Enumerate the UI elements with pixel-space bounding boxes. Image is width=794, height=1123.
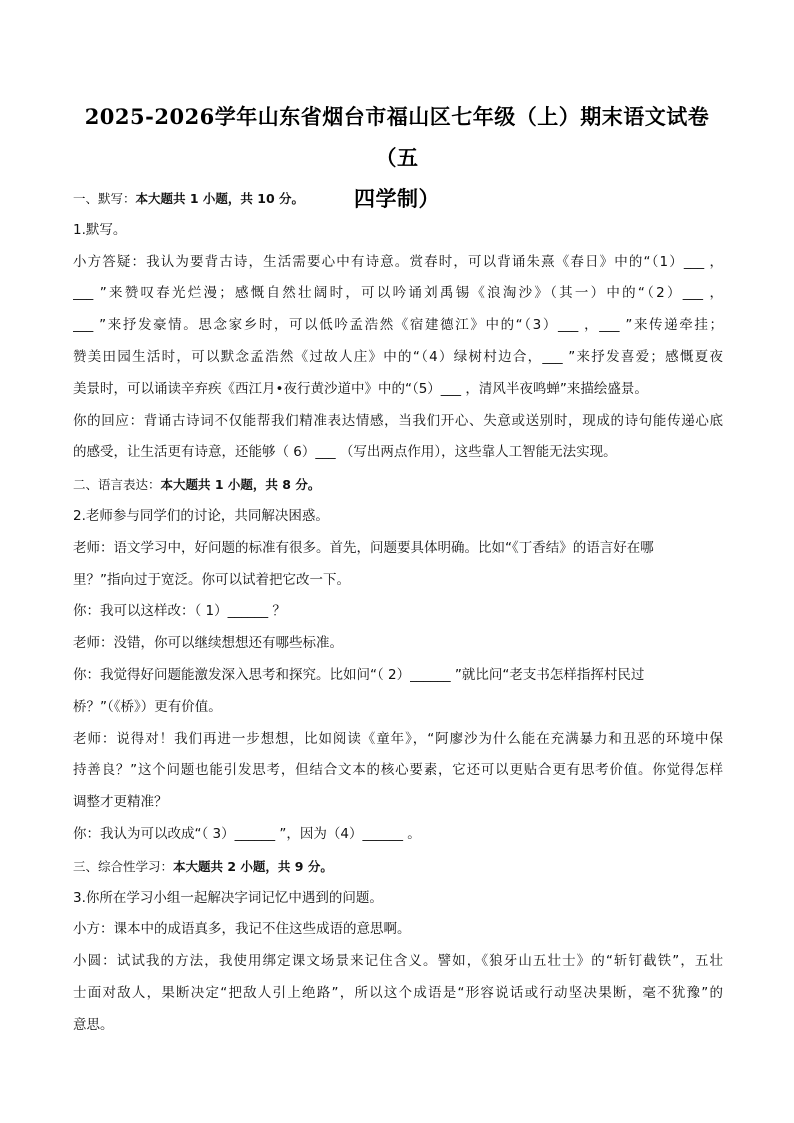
section-heading (73, 851, 723, 883)
body-text-line: 意思。 (73, 1016, 114, 1033)
exam-body (73, 183, 723, 1042)
body-text-line: 士面对敌人，果断决定“把敌人引上绝路”，所以这个成语是“形容说话或行动坚决果断，毫不犹豫”的 (73, 984, 723, 1001)
body-text-line: 你：我认为可以改成“（ 3）______ ”，因为（4）______ 。 (73, 825, 421, 842)
body-text-line: 老师：语文学习中，好问题的标准有很多。首先，问题要具体明确。比如“《丁香结》的语言好在哪 (73, 539, 654, 556)
body-text-line: 小圆：试试我的方法，我使用绑定课文场景来记住含义。譬如，《狼牙山五壮士》的“斩钉截铁”，五壮 (73, 953, 723, 970)
section-heading-info: 本大题共 2 小题，共 9 分。 (173, 858, 333, 874)
body-text-line: 3.你所在学习小组一起解决字词记忆中遇到的问题。 (73, 889, 383, 906)
body-text-line: 调整才更精准？ (73, 794, 168, 811)
body-text-line: 1.默写。 (73, 221, 127, 238)
body-text-line: 里？”指向过于宽泛。你可以试着把它改一下。 (73, 571, 350, 588)
body-text-line: 赞美田园生活时，可以默念孟浩然《过故人庄》中的“（4）绿树村边合，___ ”来抒发喜爱；感慨夏夜 (73, 348, 723, 365)
section-heading-title: 三、综合性学习： (73, 858, 174, 874)
body-text-line: 你：我可以这样改：（ 1）______ ？ (73, 603, 286, 620)
section-heading-title: 一、默写： (73, 191, 136, 206)
body-text-line: 老师：说得对！我们再进一步想想，比如阅读《童年》，“阿廖沙为什么能在充满暴力和丑恶的环境中保 (73, 730, 723, 747)
body-text-line: 美景时，可以诵读辛弃疾《西江月•夜行黄沙道中》中的“（5）___ ，清风半夜鸣蝉”来描绘盛景。 (73, 380, 648, 397)
body-text-line: 你的回应：背诵古诗词不仅能帮我们精准表达情感，当我们开心、失意或送别时，现成的诗句能传递心底 (73, 412, 723, 429)
body-text-line: ___ ”来赞叹春光烂漫；感慨自然壮阔时，可以吟诵刘禹锡《浪淘沙》（其一）中的“（2）___ ， (73, 285, 723, 302)
section-heading-title: 二、语言表达： (73, 477, 161, 493)
body-text-line: ___ ”来抒发豪情。思念家乡时，可以低吟孟浩然《宿建德江》中的“（3）___ ，___ ”来传递牵挂； (73, 317, 723, 334)
section-heading-info: 本大题共 1 小题，共 8 分。 (160, 477, 321, 493)
body-text-line: 的感受，让生活更有诗意，还能够（ 6）___ （写出两点作用），这些靠人工智能无法实现。 (73, 444, 617, 461)
body-text-line: 2.老师参与同学们的讨论，共同解决困惑。 (73, 507, 329, 524)
body-text-line: 持善良？”这个问题也能引发思考，但结合文本的核心要素，它还可以更贴合更有思考价值。你觉得怎样 (73, 762, 723, 779)
exam-title-line-2: 四学制） (354, 186, 440, 211)
section-heading (73, 183, 723, 215)
body-text-line: 小方答疑：我认为要背古诗，生活需要心中有诗意。赏春时，可以背诵朱熹《春日》中的“（1）___ ， (73, 253, 723, 270)
exam-title-line-1: 2025-2026学年山东省烟台市福山区七年级（上）期末语文试卷（五 (84, 104, 710, 170)
body-text-line: 小方：课本中的成语真多，我记不住这些成语的意思啊。 (73, 921, 411, 938)
body-text-line: 你：我觉得好问题能激发深入思考和探究。比如问“（ 2）______ ”就比问“老支书怎样指挥村民过 (73, 666, 645, 683)
body-text-line: 老师：没错，你可以继续想想还有哪些标准。 (73, 635, 343, 652)
body-text-line: 桥？”（《桥》）更有价值。 (73, 698, 222, 715)
section-heading-info: 本大题共 1 小题，共 10 分。 (135, 191, 305, 206)
section-heading (73, 469, 723, 501)
